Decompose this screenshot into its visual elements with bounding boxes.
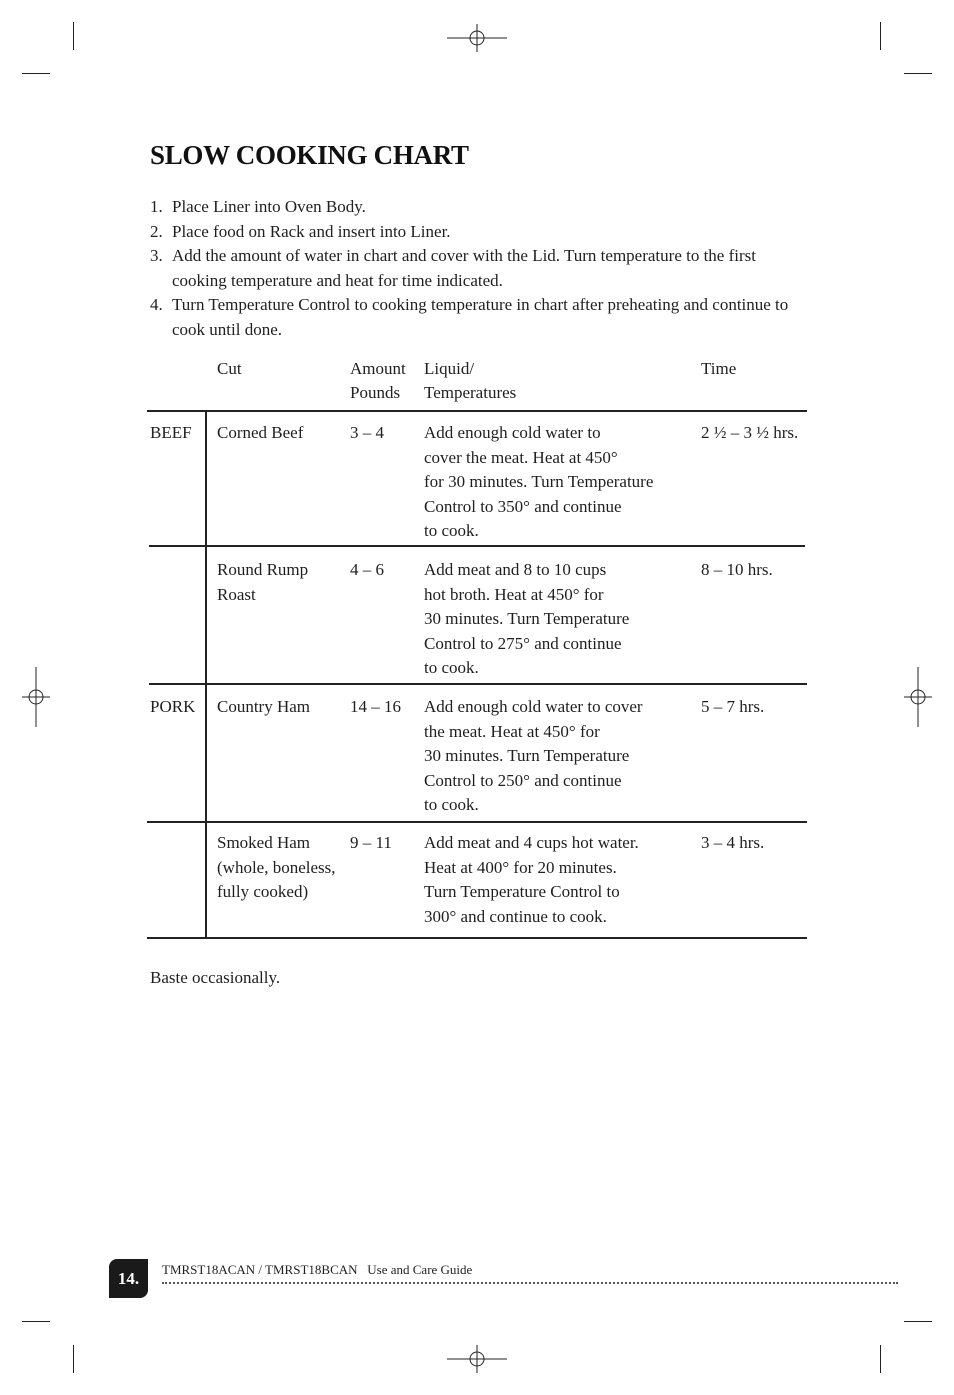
step-text: Place food on Rack and insert into Liner. [172,221,451,241]
cut-cell [217,558,357,607]
crop-mark [904,73,932,74]
page-title: SLOW COOKING CHART [150,140,469,170]
crop-mark [904,1321,932,1322]
registration-mark-icon [22,667,50,727]
amount-cell: 4 – 6 [350,560,384,579]
amount-cell: 9 – 11 [350,833,392,852]
liquid-line: Control to 350° and continue [424,496,622,516]
liquid-line: 300° and continue to cook. [424,906,607,926]
header-amount-line: Pounds [350,383,401,402]
cut-line: fully cooked) [217,882,309,901]
liquid-line: Add meat and 4 cups hot water. [424,833,639,852]
time-cell: 2 ½ – 3 ½ hrs. [701,423,799,442]
header-liquid-line: Liquid/ [424,359,475,378]
liquid-line: Add enough cold water to cover [424,697,643,716]
crop-mark [73,22,74,50]
header-time: Time [701,359,737,378]
liquid-line: Add enough cold water to [424,423,601,442]
crop-mark [73,1345,74,1373]
cut-cell [217,695,357,720]
header-liquid [424,357,516,405]
header-amount-line: Amount [350,359,406,378]
header-cut: Cut [217,359,242,378]
instruction-step [150,244,810,293]
cut-line: Roast [217,584,256,604]
crop-mark [22,73,50,74]
liquid-line: Turn Temperature Control to [424,882,620,901]
header-liquid-line: Temperatures [424,383,517,402]
category-label: PORK [150,697,196,716]
step-text: Add the amount of water in chart and cover with the Lid. Turn temperature to the first cooking temperature and heat for time indicated. [172,246,756,290]
liquid-line: for 30 minutes. Turn Temperature [424,472,654,491]
step-text: Place Liner into Oven Body. [172,197,366,216]
liquid-line: Control to 250° and continue [424,770,622,790]
footnote: Baste occasionally. [150,968,281,987]
table-rule [147,821,807,823]
instruction-step [150,220,810,245]
step-number: 3. [150,246,163,265]
instruction-list [150,195,810,342]
crop-mark [880,1345,881,1373]
registration-mark-icon [447,24,507,52]
crop-mark [880,22,881,50]
liquid-line: to cook. [424,521,479,540]
cut-line: (whole, boneless, [217,857,336,877]
cut-cell [217,421,357,446]
step-number: 1. [150,197,163,216]
registration-mark-icon [447,1345,507,1373]
time-cell: 5 – 7 hrs. [701,697,765,716]
time-cell: 3 – 4 hrs. [701,833,765,852]
liquid-line: 30 minutes. Turn Temperature [424,609,630,628]
liquid-line: hot broth. Heat at 450° for [424,584,604,604]
table-rule [149,683,807,685]
table-rule [149,545,805,547]
liquid-cell [424,421,699,544]
instruction-step [150,195,810,220]
liquid-line: to cook. [424,658,479,677]
step-number: 2. [150,221,163,241]
time-cell: 8 – 10 hrs. [701,560,773,579]
step-number: 4. [150,295,163,314]
cut-line: Corned Beef [217,423,304,442]
cut-cell [217,831,357,905]
page-number-badge: 14. [109,1259,148,1298]
header-amount [350,357,406,405]
liquid-line: cover the meat. Heat at 450° [424,447,618,467]
table-rule [147,410,807,412]
category-label: BEEF [150,423,192,442]
cut-line: Round Rump [217,560,309,579]
cut-line: Smoked Ham [217,833,311,852]
liquid-line: Control to 275° and continue [424,633,622,653]
step-text: Turn Temperature Control to cooking temperature in chart after preheating and continue to cook until done. [172,295,789,339]
crop-mark [22,1321,50,1322]
footer-dotted-rule [162,1282,898,1284]
table-column-divider [205,410,207,939]
cut-line: Country Ham [217,697,311,716]
liquid-cell [424,831,699,929]
amount-cell: 3 – 4 [350,423,384,442]
liquid-line: the meat. Heat at 450° for [424,721,600,741]
table-rule [147,937,807,939]
liquid-line: 30 minutes. Turn Temperature [424,746,630,765]
liquid-line: Add meat and 8 to 10 cups [424,560,607,579]
liquid-cell [424,558,699,681]
registration-mark-icon [904,667,932,727]
amount-cell: 14 – 16 [350,697,401,716]
liquid-line: to cook. [424,795,479,814]
instruction-step [150,293,810,342]
liquid-line: Heat at 400° for 20 minutes. [424,857,617,877]
footer-text: TMRST18ACAN / TMRST18BCAN Use and Care Guide [162,1262,473,1277]
liquid-cell [424,695,699,818]
